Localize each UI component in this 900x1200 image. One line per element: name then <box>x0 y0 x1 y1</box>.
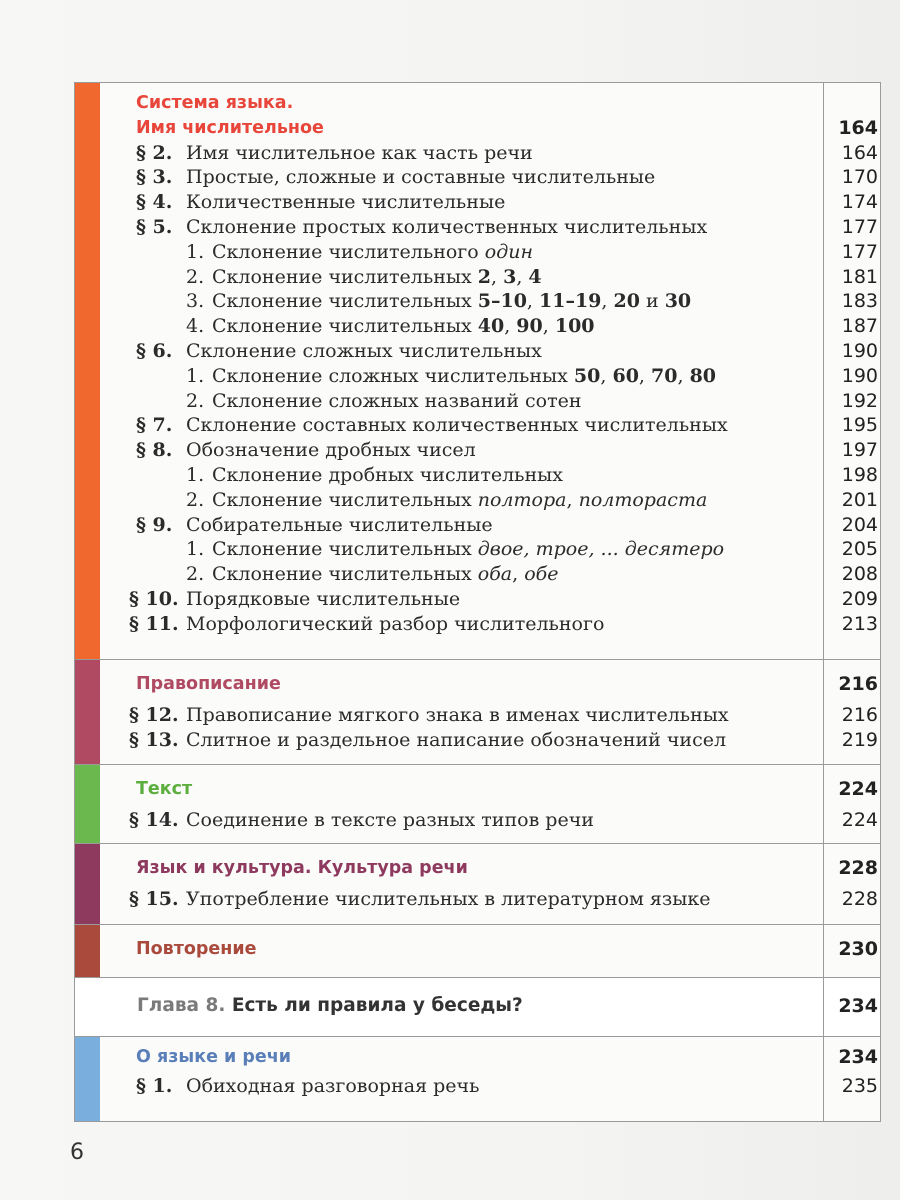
section-color-bar <box>75 1037 100 1121</box>
paragraph-number: § 1. <box>136 1074 173 1097</box>
page-ref: 190 <box>841 339 878 362</box>
section-content <box>100 925 880 977</box>
section-heading[interactable] <box>100 1045 880 1070</box>
paragraph-number: § 14. <box>129 808 179 831</box>
page-ref: 187 <box>841 315 878 338</box>
bold-number: 11–19 <box>539 290 602 313</box>
sub-number: 1. <box>186 240 205 263</box>
entry-title: Количественные числительные <box>186 191 506 214</box>
section-content <box>100 765 880 843</box>
page-ref: 209 <box>841 587 878 610</box>
paragraph-number: § 5. <box>136 215 173 238</box>
page-ref: 224 <box>841 808 878 831</box>
paragraph-number: § 10. <box>129 587 179 610</box>
bold-number: 5–10 <box>477 290 527 313</box>
toc-subentry[interactable] <box>100 562 880 587</box>
section-language <box>75 1037 880 1121</box>
page-ref: 164 <box>841 141 878 164</box>
sub-number: 3. <box>186 290 205 313</box>
section-heading <box>100 91 880 116</box>
heading-title: Правописание <box>136 674 281 694</box>
chapter-row <box>75 978 880 1037</box>
bold-number: 30 <box>664 290 692 313</box>
entry-title: Правописание мягкого знака в именах числительных <box>186 703 729 726</box>
toc-entry[interactable] <box>100 612 880 637</box>
sub-title-italic: оба <box>477 563 513 586</box>
sub-number: 4. <box>186 315 205 338</box>
separator: , <box>601 290 614 313</box>
heading-line-2: Имя числительное <box>136 117 324 138</box>
separator: , <box>516 265 529 288</box>
sub-number: 1. <box>186 364 205 387</box>
toc-subentry[interactable] <box>100 240 880 265</box>
bold-number: 60 <box>612 364 639 387</box>
section-review <box>75 925 880 978</box>
separator: , <box>638 364 652 387</box>
entry-title: Собирательные числительные <box>186 513 493 536</box>
sub-title <box>212 488 707 513</box>
sub-title: Склонение сложных названий сотен <box>212 389 582 412</box>
sub-title-text: Склонение числительного <box>212 240 485 263</box>
chapter-title <box>137 994 523 1019</box>
toc-entry[interactable] <box>100 339 880 364</box>
entry-title: Обиходная разговорная речь <box>186 1074 480 1097</box>
sub-title-text: Склонение числительных <box>212 488 478 511</box>
entry-title: Слитное и раздельное написание обозначений чисел <box>186 728 727 751</box>
paragraph-number: § 15. <box>129 887 179 910</box>
bold-number: 3 <box>503 265 517 288</box>
heading-title: Текст <box>136 779 193 799</box>
heading-line-1: Система языка. <box>136 93 294 113</box>
chapter-heading[interactable] <box>75 994 880 1019</box>
sub-title-text: Склонение сложных числительных <box>212 364 574 387</box>
page-ref: 234 <box>838 995 878 1017</box>
section-heading[interactable] <box>100 937 880 962</box>
toc-subentry[interactable] <box>100 289 880 314</box>
sub-title-italic: полтора <box>477 488 567 511</box>
paragraph-number: § 3. <box>136 166 173 189</box>
page-ref: 228 <box>841 887 878 910</box>
separator: , <box>600 364 613 387</box>
section-heading[interactable] <box>100 672 880 697</box>
sub-title <box>212 364 716 389</box>
paragraph-number: § 2. <box>136 141 173 164</box>
section-content <box>100 83 880 659</box>
table-of-contents <box>74 82 881 1122</box>
separator: , <box>526 290 540 313</box>
section-heading[interactable] <box>100 856 880 881</box>
sub-title <box>212 240 533 265</box>
bold-number: 100 <box>554 315 595 338</box>
sub-title-italic: двое, трое, ... десятеро <box>477 538 725 561</box>
toc-subentry[interactable] <box>100 389 880 414</box>
sub-title-text: Склонение числительных <box>212 290 478 313</box>
entry-title: Имя числительное как часть речи <box>186 141 533 164</box>
entry-title: Морфологический разбор числительного <box>186 612 605 635</box>
page-ref: 174 <box>841 191 878 214</box>
toc-subentry[interactable] <box>100 463 880 488</box>
entry-title: Простые, сложные и составные числительные <box>186 166 656 189</box>
separator: , <box>677 364 690 387</box>
paragraph-number: § 13. <box>129 728 179 751</box>
page-ref: 177 <box>841 240 878 263</box>
toc-entry[interactable] <box>100 165 880 190</box>
sub-title: Склонение дробных числительных <box>212 463 563 486</box>
entry-title: Употребление числительных в литературном языке <box>186 887 711 910</box>
sub-title <box>212 265 542 290</box>
page-ref: 205 <box>841 538 878 561</box>
sub-title-text: Склонение числительных <box>212 538 478 561</box>
toc-subentry[interactable] <box>100 314 880 339</box>
section-culture <box>75 844 880 925</box>
section-spelling <box>75 660 880 765</box>
page-ref: 235 <box>841 1074 878 1097</box>
page-ref: 192 <box>841 389 878 412</box>
section-color-bar <box>75 660 100 764</box>
toc-entry[interactable] <box>100 887 880 912</box>
bold-number: 4 <box>528 265 542 288</box>
page-ref: 216 <box>838 673 878 695</box>
sub-number: 1. <box>186 463 205 486</box>
sub-title <box>212 289 691 314</box>
bold-number: 90 <box>516 315 543 338</box>
paragraph-number: § 7. <box>136 414 173 437</box>
sub-title-italic: обе <box>524 563 559 586</box>
page-ref: 197 <box>841 439 878 462</box>
toc-subentry[interactable] <box>100 537 880 562</box>
entry-title: Соединение в тексте разных типов речи <box>186 808 594 831</box>
page-ref: 177 <box>841 215 878 238</box>
toc-entry[interactable] <box>100 728 880 753</box>
section-heading-line2[interactable] <box>100 116 880 141</box>
toc-entry[interactable] <box>100 438 880 463</box>
page-number: 6 <box>70 1140 84 1165</box>
section-color-bar <box>75 83 100 659</box>
page-ref: 195 <box>841 414 878 437</box>
bold-number: 70 <box>651 364 678 387</box>
sub-number: 2. <box>186 389 205 412</box>
chapter-label: Глава 8. <box>137 995 226 1016</box>
toc-entry[interactable] <box>100 703 880 728</box>
paragraph-number: § 12. <box>129 703 179 726</box>
separator: , <box>490 265 504 288</box>
sub-number: 1. <box>186 538 205 561</box>
toc-subentry[interactable] <box>100 265 880 290</box>
bold-number: 40 <box>477 315 505 338</box>
chapter-content <box>75 978 880 1036</box>
separator: , <box>542 315 555 338</box>
chapter-name: Есть ли правила у беседы? <box>231 995 523 1016</box>
section-color-bar <box>75 844 100 924</box>
separator: , <box>566 488 579 511</box>
section-color-bar <box>75 925 100 977</box>
toc-entry[interactable] <box>100 413 880 438</box>
heading-title: Повторение <box>136 939 257 959</box>
paragraph-number: § 11. <box>129 612 179 635</box>
heading-title: Язык и культура. Культура речи <box>136 858 468 878</box>
sub-title-text: Склонение числительных <box>212 265 478 288</box>
separator: , <box>512 563 525 586</box>
sub-number: 2. <box>186 563 205 586</box>
bold-number: 50 <box>573 364 601 387</box>
page-ref: 181 <box>841 265 878 288</box>
page-ref: 234 <box>838 1046 878 1068</box>
page-ref: 201 <box>841 488 878 511</box>
entry-title: Склонение составных количественных числительных <box>186 414 728 437</box>
toc-entry[interactable] <box>100 808 880 833</box>
page-ref: 216 <box>841 703 878 726</box>
entry-title: Склонение простых количественных числительных <box>186 215 708 238</box>
section-heading[interactable] <box>100 777 880 802</box>
bold-number: 20 <box>613 290 640 313</box>
section-system <box>75 83 880 660</box>
toc-entry[interactable] <box>100 1074 880 1099</box>
separator: , <box>504 315 517 338</box>
sub-title <box>212 562 559 587</box>
page-ref: 208 <box>841 563 878 586</box>
sub-title <box>212 537 724 562</box>
paragraph-number: § 8. <box>136 439 173 462</box>
page-ref: 183 <box>841 290 878 313</box>
entry-title: Обозначение дробных чисел <box>186 439 476 462</box>
section-text <box>75 765 880 844</box>
page-ref: 224 <box>838 778 878 800</box>
section-content <box>100 1037 880 1121</box>
section-content <box>100 660 880 764</box>
bold-number: 2 <box>477 265 491 288</box>
paragraph-number: § 9. <box>136 513 173 536</box>
page-ref: 204 <box>841 513 878 536</box>
sub-title-italic: один <box>484 240 533 263</box>
paragraph-number: § 4. <box>136 191 173 214</box>
page-ref: 190 <box>841 364 878 387</box>
toc-entry[interactable] <box>100 215 880 240</box>
toc-subentry[interactable] <box>100 364 880 389</box>
section-content <box>100 844 880 924</box>
sub-title-italic: полтораста <box>578 488 708 511</box>
entry-title: Склонение сложных числительных <box>186 339 542 362</box>
sub-number: 2. <box>186 265 205 288</box>
page-ref: 213 <box>841 612 878 635</box>
sub-title-text: Склонение числительных <box>212 563 478 586</box>
toc-entry[interactable] <box>100 587 880 612</box>
page-ref: 228 <box>838 857 878 879</box>
page-ref: 164 <box>838 116 878 139</box>
heading-title: О языке и речи <box>136 1047 292 1067</box>
toc-entry[interactable] <box>100 190 880 215</box>
page-ref: 219 <box>841 728 878 751</box>
page-ref: 198 <box>841 463 878 486</box>
bold-number: 80 <box>689 364 717 387</box>
separator: и <box>639 290 665 313</box>
toc-entry[interactable] <box>100 513 880 538</box>
sub-title <box>212 314 595 339</box>
entry-title: Порядковые числительные <box>186 587 461 610</box>
toc-subentry[interactable] <box>100 488 880 513</box>
sub-number: 2. <box>186 488 205 511</box>
page-ref: 230 <box>838 938 878 960</box>
sub-title-text: Склонение числительных <box>212 315 478 338</box>
toc-entry[interactable] <box>100 141 880 166</box>
page-ref: 170 <box>841 166 878 189</box>
section-color-bar <box>75 765 100 843</box>
paragraph-number: § 6. <box>136 339 173 362</box>
